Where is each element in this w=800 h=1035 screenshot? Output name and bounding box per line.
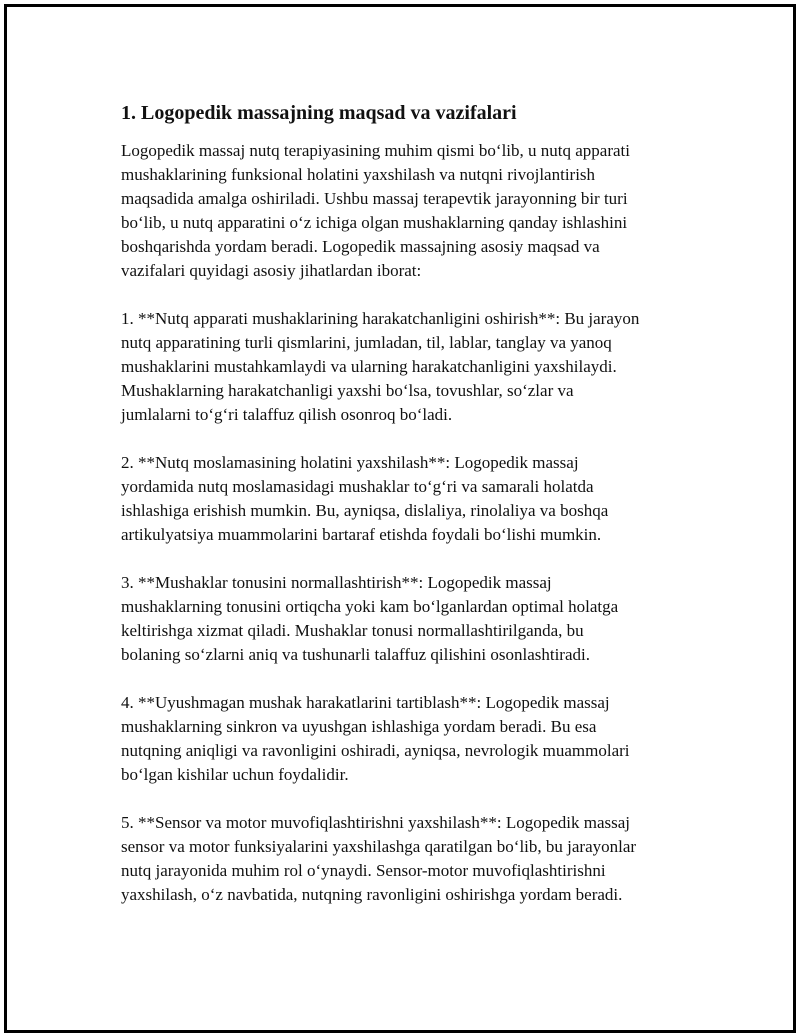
page-frame bbox=[4, 4, 796, 1033]
point-2-paragraph: 2. **Nutq moslamasining holatini yaxshilash**: Logopedik massaj yordamida nutq moslamasidagi mushaklar to‘g‘ri va samarali holatda ishlashiga erishish mumkin. Bu, ayniqsa, dislaliya, rinolaliya va boshqa artikulyatsiya muammolarini bartaraf etishda foydali bo‘lishi mumkin. bbox=[121, 453, 609, 544]
point-1-paragraph: 1. **Nutq apparati mushaklarining harakatchanligini oshirish**: Bu jarayon nutq apparatining turli qismlarini, jumladan, til, lablar, tanglay va yanoq mushaklarini mustahkamlaydi va ularning harakatchanligini yaxshilaydi. Mushaklarning harakatchanligi yaxshi bo‘lsa, tovushlar, so‘zlar va jumlalarni to‘g‘ri talaffuz qilish osonroq bo‘ladi. bbox=[121, 309, 640, 424]
document-title: 1. Logopedik massajning maqsad va vazifalari bbox=[121, 102, 517, 124]
point-3-paragraph: 3. **Mushaklar tonusini normallashtirish**: Logopedik massaj mushaklarning tonusini ortiqcha yoki kam bo‘lganlardan optimal holatga keltirishga xizmat qiladi. Mushaklar tonusi normallashtirilganda, bu bolaning so‘zlarni aniq va tushunarli talaffuz qilishini osonlashtiradi. bbox=[121, 573, 619, 664]
point-4-paragraph: 4. **Uyushmagan mushak harakatlarini tartiblash**: Logopedik massaj mushaklarning sinkron va uyushgan ishlashiga yordam beradi. Bu esa nutqning aniqligi va ravonligini oshiradi, ayniqsa, nevrologik muammolari bo‘lgan kishilar uchun foydalidir. bbox=[121, 693, 630, 784]
intro-paragraph: Logopedik massaj nutq terapiyasining muhim qismi bo‘lib, u nutq apparati mushaklarining funksional holatini yaxshilash va nutqni rivojlantirish maqsadida amalga oshiriladi. Ushbu massaj terapevtik jarayonning bir turi bo‘lib, u nutq apparatini o‘z ichiga olgan mushaklarning qanday ishlashini boshqarishda yordam beradi. Logopedik massajning asosiy maqsad va vazifalari quyidagi asosiy jihatlardan iborat: bbox=[121, 141, 630, 280]
document-body bbox=[121, 99, 701, 907]
point-5-paragraph: 5. **Sensor va motor muvofiqlashtirishni yaxshilash**: Logopedik massaj sensor va motor funksiyalarini yaxshilashga qaratilgan bo‘lib, bu jarayonlar nutq jarayonida muhim rol o‘ynaydi. Sensor-motor muvofiqlashtirishni yaxshilash, o‘z navbatida, nutqning ravonligini oshirishga yordam beradi. bbox=[121, 813, 637, 904]
